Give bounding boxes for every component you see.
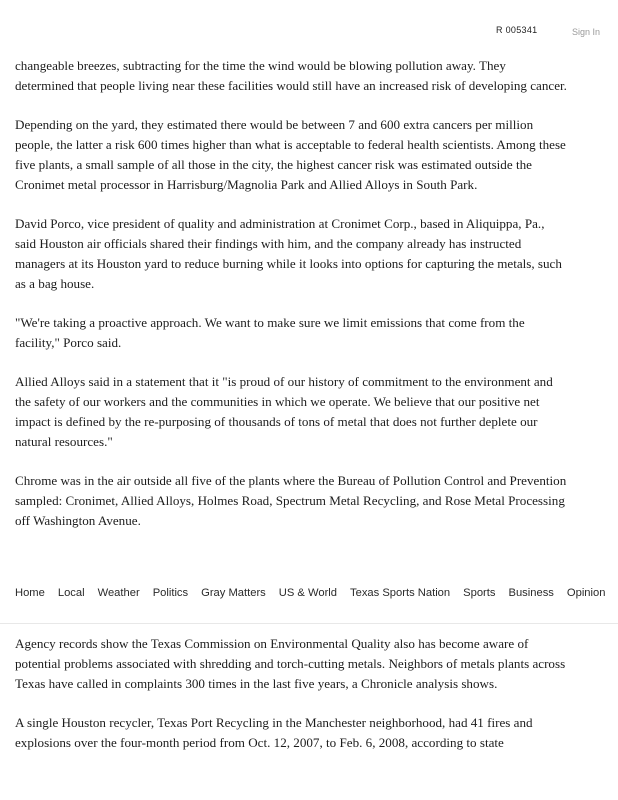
nav-item-local[interactable]: Local — [57, 587, 85, 599]
nav-item-politics[interactable]: Politics — [152, 587, 189, 599]
nav-item-home[interactable]: Home — [15, 587, 45, 599]
section-nav-bar — [0, 583, 618, 624]
article-body-upper — [15, 56, 568, 531]
article-paragraph: Chrome was in the air outside all five of the plants where the Bureau of Pollution Control and Prevention sampled: Cronimet, Allied Alloys, Holmes Road, Spectrum Metal Recycling, and Rose Metal Processing off Washington Avenue. — [15, 473, 567, 528]
document-id-label: R 005341 — [496, 25, 538, 35]
article-paragraph: Allied Alloys said in a statement that it "is proud of our history of commitment to the environment and the safety of our workers and the communities in which we operate. We believe that our positive net impact is defined by the re-purposing of thousands of tons of metal that does not further deplete our natural resources." — [15, 374, 553, 449]
article-paragraph: David Porco, vice president of quality and administration at Cronimet Corp., based in Aliquippa, Pa., said Houston air officials shared their findings with him, and the company already has instructed managers at its Houston yard to reduce burning while it looks into options for capturing the metals, such as a bag house. — [15, 216, 562, 291]
article-paragraph: Depending on the yard, they estimated there would be between 7 and 600 extra cancers per million people, the latter a risk 600 times higher than what is acceptable to federal health scientists. Among these five plants, a small sample of all those in the city, the highest cancer risk was estimated outside the Cronimet metal processor in Harrisburg/Magnolia Park and Allied Alloys in South Park. — [15, 117, 566, 192]
top-bar — [0, 0, 618, 40]
nav-item-business[interactable]: Business — [508, 587, 554, 599]
sign-in-link[interactable]: Sign In — [572, 27, 601, 37]
section-nav-list — [15, 587, 605, 599]
article-paragraph: A single Houston recycler, Texas Port Recycling in the Manchester neighborhood, had 41 fires and explosions over the four-month period from Oct. 12, 2007, to Feb. 6, 2008, according to state — [15, 715, 533, 750]
article-paragraph: changeable breezes, subtracting for the time the wind would be blowing pollution away. They determined that people living near these facilities would still have an increased risk of developing cancer. — [15, 58, 567, 93]
nav-item-weather[interactable]: Weather — [97, 587, 140, 599]
nav-item-sports[interactable]: Sports — [463, 587, 496, 599]
article-paragraph: Agency records show the Texas Commission on Environmental Quality also has become aware of potential problems associated with shredding and torch-cutting metals. Neighbors of metals plants across Texas have called in complaints 300 times in the last five years, a Chronicle analysis shows. — [15, 636, 566, 691]
article-paragraph: "We're taking a proactive approach. We want to make sure we limit emissions that come from the facility," Porco said. — [15, 315, 525, 350]
nav-item-gray-matters[interactable]: Gray Matters — [201, 587, 266, 599]
nav-item-texas-sports-nation[interactable]: Texas Sports Nation — [350, 587, 451, 599]
article-body-lower — [15, 634, 568, 753]
nav-item-us-world[interactable]: US & World — [278, 587, 338, 599]
nav-item-opinion[interactable]: Opinion — [566, 587, 606, 599]
